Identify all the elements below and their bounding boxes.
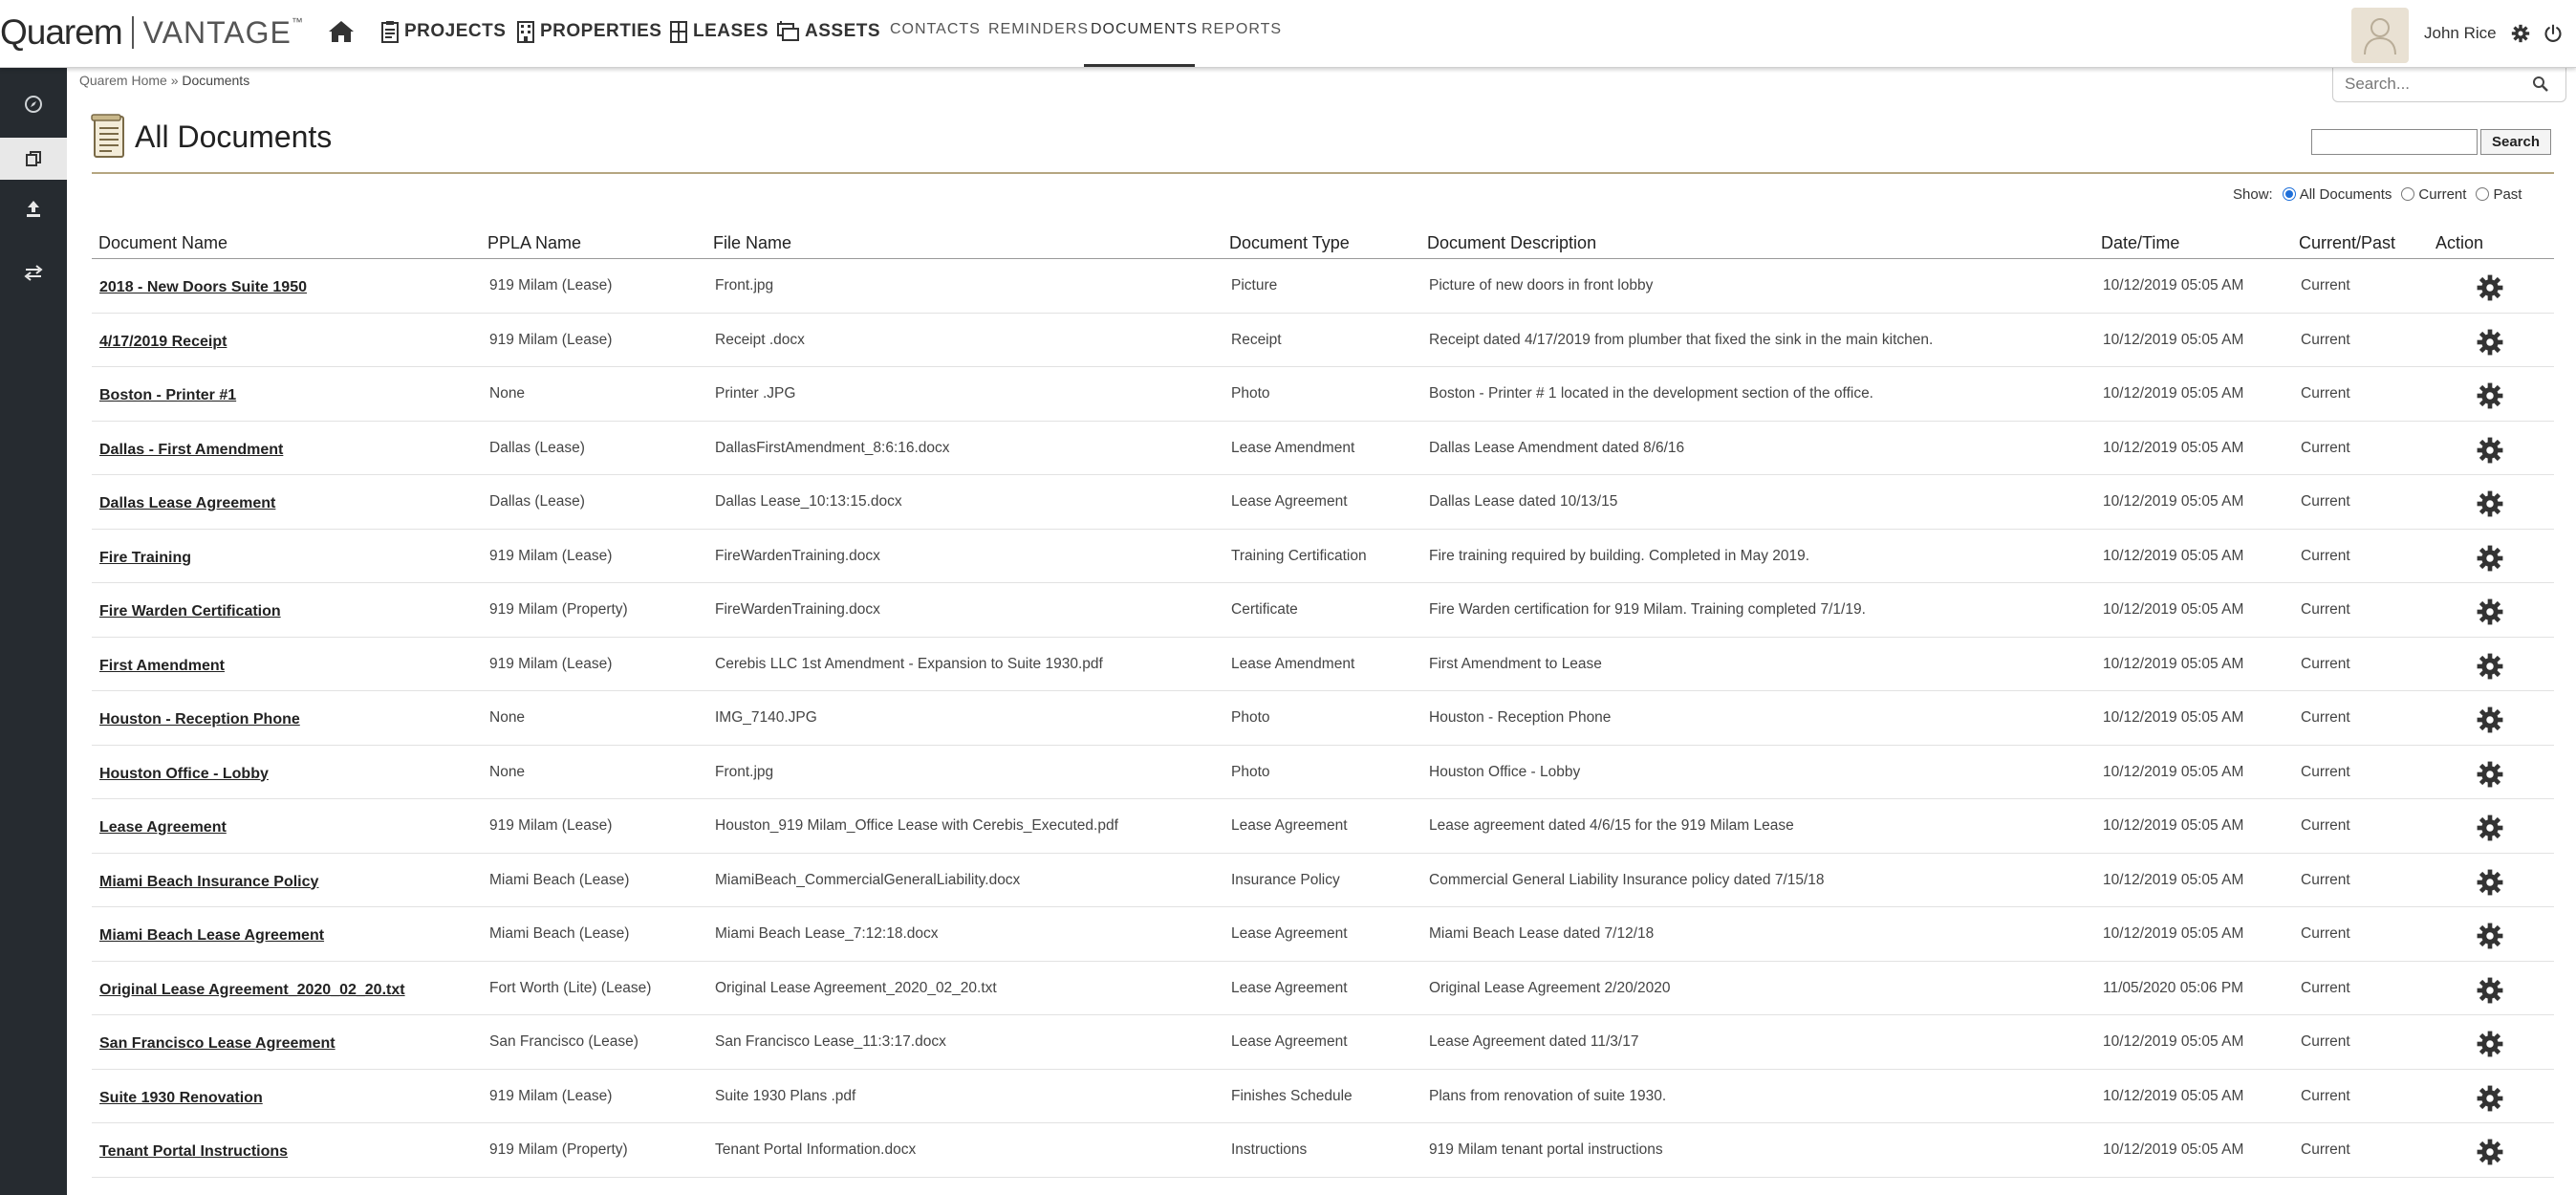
table-row xyxy=(92,1070,2554,1124)
cell-date-time: 10/12/2019 05:05 AM xyxy=(2103,385,2244,402)
nav-properties-label: PROPERTIES xyxy=(540,21,662,41)
cell-file-name: MiamiBeach_CommercialGeneralLiability.docx xyxy=(715,871,1021,888)
cell-date-time: 10/12/2019 05:05 AM xyxy=(2103,547,2244,564)
power-icon[interactable] xyxy=(2544,24,2563,43)
cell-date-time: 10/12/2019 05:05 AM xyxy=(2103,925,2244,942)
table-row xyxy=(92,638,2554,692)
cell-current-past: Current xyxy=(2301,493,2350,510)
cell-file-name: DallasFirstAmendment_8:6:16.docx xyxy=(715,439,950,456)
brand-trademark: ™ xyxy=(291,15,303,29)
home-icon[interactable] xyxy=(327,19,356,44)
cell-document-type: Photo xyxy=(1231,763,1270,780)
cell-document-description: Original Lease Agreement 2/20/2020 xyxy=(1429,979,1671,996)
nav-assets[interactable] xyxy=(777,17,880,46)
breadcrumb-separator: » xyxy=(170,73,179,88)
radio-all-documents-label[interactable]: All Documents xyxy=(2299,185,2392,203)
cell-date-time: 11/05/2020 05:06 PM xyxy=(2103,979,2244,996)
row-action-gear-icon[interactable] xyxy=(2477,274,2503,301)
cell-ppla-name: None xyxy=(489,385,526,402)
cell-ppla-name: 919 Milam (Property) xyxy=(489,601,628,618)
cell-document-description: Commercial General Liability Insurance policy dated 7/15/18 xyxy=(1429,871,1825,888)
table-row xyxy=(92,962,2554,1016)
lease-icon xyxy=(669,20,688,43)
cell-file-name: San Francisco Lease_11:3:17.docx xyxy=(715,1033,946,1050)
cell-current-past: Current xyxy=(2301,601,2350,618)
document-icon xyxy=(91,114,127,160)
cell-current-past: Current xyxy=(2301,385,2350,402)
row-action-gear-icon[interactable] xyxy=(2477,1085,2503,1112)
cell-ppla-name: Fort Worth (Lite) (Lease) xyxy=(489,979,652,996)
radio-current-label[interactable]: Current xyxy=(2418,185,2467,203)
document-name-link[interactable]: Fire Training xyxy=(99,549,192,566)
cell-ppla-name: 919 Milam (Lease) xyxy=(489,1087,613,1104)
cell-document-type: Certificate xyxy=(1231,601,1298,618)
breadcrumb-current: Documents xyxy=(182,73,250,88)
row-action-gear-icon[interactable] xyxy=(2477,1031,2503,1057)
cell-document-type: Insurance Policy xyxy=(1231,871,1340,888)
radio-past[interactable] xyxy=(2476,187,2489,201)
cell-document-description: Fire training required by building. Completed in May 2019. xyxy=(1429,547,1810,564)
cell-current-past: Current xyxy=(2301,817,2350,834)
row-action-gear-icon[interactable] xyxy=(2477,490,2503,517)
cell-ppla-name: Miami Beach (Lease) xyxy=(489,925,630,942)
cell-document-description: Picture of new doors in front lobby xyxy=(1429,277,1654,293)
nav-contacts[interactable]: CONTACTS xyxy=(890,21,981,37)
cell-document-description: Lease agreement dated 4/6/15 for the 919 Milam Lease xyxy=(1429,817,1794,834)
cell-date-time: 10/12/2019 05:05 AM xyxy=(2103,1033,2244,1050)
cell-ppla-name: 919 Milam (Lease) xyxy=(489,817,613,834)
row-action-gear-icon[interactable] xyxy=(2477,653,2503,680)
cell-file-name: FireWardenTraining.docx xyxy=(715,601,880,618)
cell-document-description: Miami Beach Lease dated 7/12/18 xyxy=(1429,925,1655,942)
document-name-link[interactable]: 4/17/2019 Receipt xyxy=(99,333,227,350)
cell-ppla-name: None xyxy=(489,709,526,726)
nav-leases[interactable] xyxy=(669,17,768,46)
cell-document-type: Instructions xyxy=(1231,1141,1308,1158)
document-name-link[interactable]: Houston - Reception Phone xyxy=(99,711,300,728)
assets-icon xyxy=(777,20,800,43)
cell-document-type: Lease Agreement xyxy=(1231,1033,1348,1050)
table-row xyxy=(92,475,2554,530)
cell-file-name: Suite 1930 Plans .pdf xyxy=(715,1087,856,1104)
row-action-gear-icon[interactable] xyxy=(2477,761,2503,788)
table-row xyxy=(92,530,2554,584)
radio-current[interactable] xyxy=(2401,187,2414,201)
sidebar-item-upload[interactable] xyxy=(0,187,67,229)
table-row xyxy=(92,422,2554,476)
column-header-file-name[interactable]: File Name xyxy=(713,233,792,252)
cell-current-past: Current xyxy=(2301,655,2350,672)
cell-document-description: Plans from renovation of suite 1930. xyxy=(1429,1087,1667,1104)
cell-document-type: Lease Agreement xyxy=(1231,493,1348,510)
cell-date-time: 10/12/2019 05:05 AM xyxy=(2103,601,2244,618)
sidebar-item-documents[interactable] xyxy=(0,138,67,180)
column-header-action: Action xyxy=(2435,233,2484,252)
cell-current-past: Current xyxy=(2301,709,2350,726)
cell-current-past: Current xyxy=(2301,925,2350,942)
document-name-link[interactable]: San Francisco Lease Agreement xyxy=(99,1035,336,1052)
document-name-link[interactable]: Houston Office - Lobby xyxy=(99,765,269,782)
cell-current-past: Current xyxy=(2301,763,2350,780)
cell-document-description: Receipt dated 4/17/2019 from plumber that fixed the sink in the main kitchen. xyxy=(1429,331,1934,348)
brand-divider xyxy=(132,16,134,49)
user-name[interactable]: John Rice xyxy=(2424,24,2497,42)
cell-date-time: 10/12/2019 05:05 AM xyxy=(2103,817,2244,834)
document-name-link[interactable]: Fire Warden Certification xyxy=(99,603,281,619)
document-name-link[interactable]: Boston - Printer #1 xyxy=(99,387,237,403)
cell-document-type: Photo xyxy=(1231,385,1270,402)
brand-product: VANTAGE xyxy=(142,14,292,50)
table-row xyxy=(92,314,2554,368)
row-action-gear-icon[interactable] xyxy=(2477,923,2503,949)
row-action-gear-icon[interactable] xyxy=(2477,545,2503,572)
cell-current-past: Current xyxy=(2301,871,2350,888)
table-body xyxy=(92,259,2554,1178)
show-filter xyxy=(2233,185,2522,204)
document-name-link[interactable]: Suite 1930 Renovation xyxy=(99,1089,263,1106)
cell-file-name: Front.jpg xyxy=(715,277,774,293)
cell-ppla-name: None xyxy=(489,763,526,780)
avatar[interactable] xyxy=(2351,8,2409,63)
column-header-document-description[interactable]: Document Description xyxy=(1427,233,1597,252)
nav-documents[interactable]: DOCUMENTS xyxy=(1091,21,1199,37)
table-row xyxy=(92,1123,2554,1178)
table-row xyxy=(92,799,2554,854)
document-name-link[interactable]: Tenant Portal Instructions xyxy=(99,1143,289,1160)
active-nav-indicator xyxy=(1084,64,1195,67)
cell-ppla-name: 919 Milam (Lease) xyxy=(489,655,613,672)
cell-ppla-name: Dallas (Lease) xyxy=(489,439,585,456)
cell-current-past: Current xyxy=(2301,1141,2350,1158)
table-row xyxy=(92,367,2554,422)
nav-projects-label: PROJECTS xyxy=(404,21,507,41)
cell-current-past: Current xyxy=(2301,1087,2350,1104)
cell-file-name: IMG_7140.JPG xyxy=(715,709,817,726)
cell-file-name: Miami Beach Lease_7:12:18.docx xyxy=(715,925,939,942)
document-name-link[interactable]: Lease Agreement xyxy=(99,819,227,836)
breadcrumb xyxy=(79,73,249,88)
cell-file-name: Receipt .docx xyxy=(715,331,805,348)
cell-ppla-name: 919 Milam (Lease) xyxy=(489,547,613,564)
cell-file-name: Dallas Lease_10:13:15.docx xyxy=(715,493,902,510)
show-filter-label: Show: xyxy=(2233,185,2273,203)
row-action-gear-icon[interactable] xyxy=(2477,1139,2503,1165)
table-row xyxy=(92,583,2554,638)
cell-ppla-name: 919 Milam (Lease) xyxy=(489,331,613,348)
radio-all-documents[interactable] xyxy=(2283,187,2296,201)
nav-projects[interactable] xyxy=(380,17,506,46)
compass-icon xyxy=(24,95,43,114)
cell-date-time: 10/12/2019 05:05 AM xyxy=(2103,439,2244,456)
cell-document-description: First Amendment to Lease xyxy=(1429,655,1602,672)
cell-current-past: Current xyxy=(2301,1033,2350,1050)
document-name-link[interactable]: Miami Beach Insurance Policy xyxy=(99,873,319,890)
document-search-input[interactable] xyxy=(2311,129,2478,155)
title-divider xyxy=(92,172,2554,174)
cell-document-description: Fire Warden certification for 919 Milam. Training completed 7/1/19. xyxy=(1429,601,1866,618)
document-name-link[interactable]: Dallas - First Amendment xyxy=(99,441,284,458)
cell-current-past: Current xyxy=(2301,277,2350,293)
document-name-link[interactable]: First Amendment xyxy=(99,657,225,674)
column-header-document-name[interactable]: Document Name xyxy=(98,233,228,252)
cell-document-type: Receipt xyxy=(1231,331,1282,348)
cell-file-name: Tenant Portal Information.docx xyxy=(715,1141,917,1158)
building-icon xyxy=(516,20,535,43)
upload-icon xyxy=(24,199,43,218)
cell-date-time: 10/12/2019 05:05 AM xyxy=(2103,763,2244,780)
cell-document-type: Lease Amendment xyxy=(1231,439,1355,456)
cell-current-past: Current xyxy=(2301,547,2350,564)
page-title: All Documents xyxy=(135,120,333,154)
row-action-gear-icon[interactable] xyxy=(2477,706,2503,733)
cell-document-type: Lease Agreement xyxy=(1231,817,1348,834)
sidebar xyxy=(0,68,67,1195)
table-row xyxy=(92,259,2554,314)
cell-date-time: 10/12/2019 05:05 AM xyxy=(2103,709,2244,726)
row-action-gear-icon[interactable] xyxy=(2477,437,2503,464)
column-header-date-time[interactable]: Date/Time xyxy=(2101,233,2180,252)
nav-properties[interactable] xyxy=(516,17,661,46)
cell-ppla-name: San Francisco (Lease) xyxy=(489,1033,639,1050)
breadcrumb-home[interactable]: Quarem Home xyxy=(79,73,167,88)
cell-date-time: 10/12/2019 05:05 AM xyxy=(2103,1087,2244,1104)
cell-date-time: 10/12/2019 05:05 AM xyxy=(2103,871,2244,888)
row-action-gear-icon[interactable] xyxy=(2477,598,2503,625)
cell-document-description: Boston - Printer # 1 located in the development section of the office. xyxy=(1429,385,1873,402)
cell-date-time: 10/12/2019 05:05 AM xyxy=(2103,493,2244,510)
cell-ppla-name: Dallas (Lease) xyxy=(489,493,585,510)
cell-ppla-name: 919 Milam (Property) xyxy=(489,1141,628,1158)
nav-assets-label: ASSETS xyxy=(805,21,881,41)
document-name-link[interactable]: Miami Beach Lease Agreement xyxy=(99,927,325,944)
settings-gear-icon[interactable] xyxy=(2511,24,2530,43)
cell-current-past: Current xyxy=(2301,439,2350,456)
brand-logo[interactable] xyxy=(0,11,303,54)
document-name-link[interactable]: Dallas Lease Agreement xyxy=(99,495,276,511)
cell-date-time: 10/12/2019 05:05 AM xyxy=(2103,655,2244,672)
cell-document-description: Houston - Reception Phone xyxy=(1429,709,1612,726)
cell-document-type: Finishes Schedule xyxy=(1231,1087,1353,1104)
row-action-gear-icon[interactable] xyxy=(2477,382,2503,409)
cell-current-past: Current xyxy=(2301,331,2350,348)
user-silhouette-icon xyxy=(2361,14,2399,56)
table-row xyxy=(92,1015,2554,1070)
clipboard-icon xyxy=(380,20,400,43)
table-header xyxy=(92,229,2554,259)
cell-document-description: Lease Agreement dated 11/3/17 xyxy=(1429,1033,1639,1050)
transfer-arrows-icon xyxy=(24,263,43,282)
brand-name: Quarem xyxy=(0,12,122,52)
table-row xyxy=(92,746,2554,800)
cell-document-type: Lease Agreement xyxy=(1231,925,1348,942)
cell-file-name: Printer .JPG xyxy=(715,385,796,402)
cell-document-type: Lease Agreement xyxy=(1231,979,1348,996)
cell-file-name: Cerebis LLC 1st Amendment - Expansion to Suite 1930.pdf xyxy=(715,655,1103,672)
search-icon[interactable] xyxy=(2532,76,2549,93)
cell-ppla-name: Miami Beach (Lease) xyxy=(489,871,630,888)
document-name-link[interactable]: Original Lease Agreement_2020_02_20.txt xyxy=(99,981,405,998)
cell-ppla-name: 919 Milam (Lease) xyxy=(489,277,613,293)
cell-date-time: 10/12/2019 05:05 AM xyxy=(2103,277,2244,293)
cell-document-type: Lease Amendment xyxy=(1231,655,1355,672)
cell-document-description: Houston Office - Lobby xyxy=(1429,763,1581,780)
table-row xyxy=(92,691,2554,746)
cell-file-name: FireWardenTraining.docx xyxy=(715,547,880,564)
cell-date-time: 10/12/2019 05:05 AM xyxy=(2103,1141,2244,1158)
global-search-input[interactable] xyxy=(2345,74,2526,95)
global-search xyxy=(2332,64,2566,102)
cell-document-description: Dallas Lease Amendment dated 8/6/16 xyxy=(1429,439,1685,456)
cell-file-name: Original Lease Agreement_2020_02_20.txt xyxy=(715,979,997,996)
cell-document-description: Dallas Lease dated 10/13/15 xyxy=(1429,493,1618,510)
documents-table xyxy=(92,229,2554,1178)
cell-file-name: Houston_919 Milam_Office Lease with Cerebis_Executed.pdf xyxy=(715,817,1118,834)
sidebar-item-dashboard[interactable] xyxy=(0,83,67,125)
copy-icon xyxy=(24,149,43,168)
sidebar-item-transfer[interactable] xyxy=(0,251,67,293)
row-action-gear-icon[interactable] xyxy=(2477,977,2503,1004)
cell-date-time: 10/12/2019 05:05 AM xyxy=(2103,331,2244,348)
cell-file-name: Front.jpg xyxy=(715,763,774,780)
row-action-gear-icon[interactable] xyxy=(2477,329,2503,356)
table-row xyxy=(92,854,2554,908)
cell-current-past: Current xyxy=(2301,979,2350,996)
column-header-current-past[interactable]: Current/Past xyxy=(2299,233,2396,252)
row-action-gear-icon[interactable] xyxy=(2477,815,2503,841)
search-button[interactable]: Search xyxy=(2480,129,2551,155)
document-name-link[interactable]: 2018 - New Doors Suite 1950 xyxy=(99,279,307,295)
column-header-ppla-name[interactable]: PPLA Name xyxy=(487,233,582,252)
nav-reminders[interactable]: REMINDERS xyxy=(988,21,1090,37)
top-navigation xyxy=(0,0,2576,68)
cell-document-type: Photo xyxy=(1231,709,1270,726)
column-header-document-type[interactable]: Document Type xyxy=(1229,233,1350,252)
row-action-gear-icon[interactable] xyxy=(2477,869,2503,896)
table-row xyxy=(92,907,2554,962)
radio-past-label[interactable]: Past xyxy=(2493,185,2522,203)
cell-document-type: Picture xyxy=(1231,277,1278,293)
nav-leases-label: LEASES xyxy=(693,21,769,41)
nav-reports[interactable]: REPORTS xyxy=(1201,21,1283,37)
cell-document-description: 919 Milam tenant portal instructions xyxy=(1429,1141,1663,1158)
cell-document-type: Training Certification xyxy=(1231,547,1367,564)
